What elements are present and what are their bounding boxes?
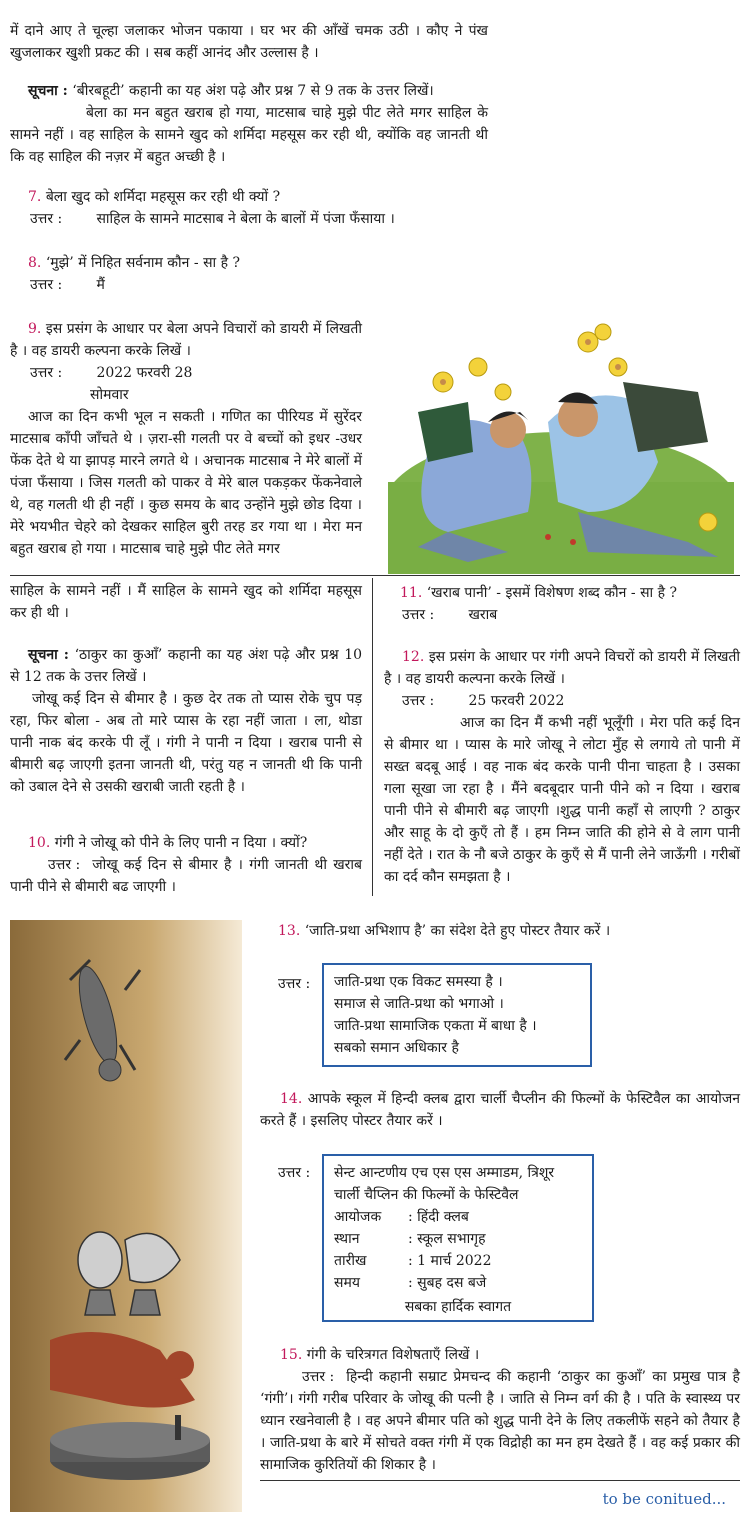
question-7 [28, 186, 488, 230]
poster-line: समाज से जाति-प्रथा को भगाओ । [334, 996, 504, 1012]
diary-continuation: साहिल के सामने नहीं । मैं साहिल के सामने खुद को शर्मिदा महसूस कर ही थी । [10, 583, 362, 621]
diary-text: आज का दिन मैं कभी नहीं भूलूँगी । मेरा पति कई दिन से बीमार था । प्यास के मारे जोखू ने लोटा मुँह से लगाये तो पानी में सख्त बदबू आई । वह नाक बंद करके पानी पीना चाहता है । उसका गला सूखा जा रहा है । मैंने बदबूदार पानी पीने को न दिया । खराब पानी पीने से बीमारी बढ़ जाएगी ।शुद्ध पानी कहाँ से लाएगी ? ठाकुर और साहू के दो कुएँ तो हैं । हम निम्न जाति की होने से वे लाग पानी नहीं देते । रात के नौ बजे ठाकुर के कुएँ से मैं पानी लेने जाऊँगी । गरीबों का दर्द कौन समझता है । [384, 715, 740, 885]
question-10 [10, 832, 362, 898]
note-2 [10, 644, 362, 798]
note-1 [10, 80, 488, 168]
row-key: स्थान [334, 1231, 360, 1247]
question-15 [260, 1344, 740, 1476]
well-illustration [10, 920, 242, 1512]
poster-subtitle: चार्ली चैप्लिन की फिल्मों के फेस्टिवैल [334, 1187, 519, 1203]
question-14 [260, 1088, 740, 1132]
question-text: इस प्रसंग के आधार पर बेला अपने विचारों को डायरी में लिखती है । वह डायरी कल्पना करके लिखें । [10, 321, 362, 359]
poster-13 [322, 963, 592, 1067]
row-key: समय [334, 1275, 360, 1291]
answer-label: उत्तर : [302, 1369, 335, 1385]
question-number: 12. [402, 649, 425, 665]
row-value: : सुबह दस बजे [408, 1275, 487, 1291]
poster-welcome: सबका हार्दिक स्वागत [404, 1299, 512, 1315]
poster-line: सबको समान अधिकार है [334, 1040, 459, 1056]
poster-row [334, 1206, 582, 1228]
continuation-note: to be conitued... [602, 1490, 726, 1508]
question-number: 7. [28, 189, 42, 205]
question-text: ‘खराब पानी’ - इसमें विशेषण शब्द कौन - सा है ? [426, 585, 678, 601]
divider [10, 575, 740, 576]
question-number: 13. [278, 923, 301, 939]
question-13 [278, 920, 740, 942]
note-label: सूचना : [28, 83, 68, 99]
question-text: इस प्रसंग के आधार पर गंगी अपने विचरों को डायरी में लिखती है । वह डायरी कल्पना करके लिखें । [384, 649, 741, 687]
question-text: आपके स्कूल में हिन्दी क्लब द्वारा चार्ली चैप्लीन की फिल्मों के फेस्टिवैल का आयोजन करते हैं । इसलिए पोस्टर तैयार करें । [260, 1091, 740, 1129]
question-text: ‘मुझे’ में निहित सर्वनाम कौन - सा है ? [45, 255, 241, 271]
poster-row [334, 1272, 582, 1294]
divider [260, 1480, 740, 1481]
answer-label: उत्तर : [30, 211, 63, 227]
question-text: गंगी के चरित्रगत विशेषताएँ लिखें । [306, 1347, 480, 1363]
answer-label: उत्तर : [402, 607, 435, 623]
answer-label: उत्तर : [278, 1165, 311, 1181]
poster-title: सेन्ट आन्टणीय एच एस एस अम्माडम, त्रिशूर [334, 1165, 555, 1181]
question-11 [400, 582, 740, 626]
row-value: : 1 मार्च 2022 [408, 1253, 492, 1269]
note-passage: जोखू कई दिन से बीमार है । कुछ देर तक तो प्यास रोके चुप पड़ रहा, फिर बोला - अब तो मारे प्यास के रहा नहीं जाता । ला, थोडा पानी नाक बंद करके पी लूँ । गंगी ने पानी न दिया । खराब पानी से बीमारी बढ़ जाएगी इतना जानती थी, परंतु यह न जानती थी कि पानी को उबाल देने से उसकी खराबी जाती रहती है । [10, 691, 362, 795]
answer-text: हिन्दी कहानी सम्राट प्रेमचन्द की कहानी ‘ठाकुर का कुआँ’ का प्रमुख पात्र है ‘गंगी’। गंगी गरीब परिवार के जोखू की पत्नी है । जाति से निम्न वर्ग की है । पति के स्वास्थ्य पर ध्यान रखनेवाली है । वह अपने बीमार पति को शुद्ध पानी देने के लिए तकलीफें सहने को तैयार है । जाति-प्रथा के बारे में सोचते वक्त गंगी में एक विद्रोही का मन हम देखते हैं । वह कई प्रकार की सामाजिक कुरितियों की शिकार है । [260, 1369, 740, 1473]
column-divider [372, 578, 373, 896]
diary-date: 2022 फरवरी 28 [96, 365, 193, 381]
question-number: 8. [28, 255, 42, 271]
row-value: : हिंदी क्लब [408, 1209, 469, 1225]
answer-label: उत्तर : [30, 277, 63, 293]
row-key: तारीख [334, 1253, 367, 1269]
note-passage: बेला का मन बहुत खराब हो गया, माटसाब चाहे मुझे पीट लेते मगर साहिल के सामने नहीं । वह साहिल के सामने खुद को शर्मिदा महसूस कर रही थी, क्योंकि वह जानती थी कि वह साहिल की नज़र में बहुत अच्छी है । [10, 105, 488, 165]
question-text: गंगी ने जोखू को पीने के लिए पानी न दिया । क्यों? [54, 835, 308, 851]
row-value: : स्कूल सभागृह [408, 1231, 486, 1247]
question-number: 14. [280, 1091, 303, 1107]
answer-text: साहिल के सामने माटसाब ने बेला के बालों में पंजा फँसाया । [96, 211, 395, 227]
row-key: आयोजक [334, 1209, 382, 1225]
question-number: 9. [28, 321, 42, 337]
answer-label: उत्तर : [48, 857, 81, 873]
question-number: 10. [28, 835, 51, 851]
question-8 [28, 252, 488, 296]
diary-text: आज का दिन कभी भूल न सकती । गणित का पीरियड में सुरेंदर माटसाब काँपी जाँचते थे । ज़रा-सी गलती पर वे बच्चों को इधर -उधर फेंक देते थे या झापड़ मारने लगते थे । अचानक माटसाब ने मेरे बालों में पंजा फँसाया । जिस गलती को पाकर वे मेरे बाल पकड़कर फेंकनेवाले थे, वह गलती थी ही नहीं । कुछ समय के बाद उन्होंने मुझे छोड दिया । मेरे भयभीत चेहरे को देखकर साहिल बुरी तरह डर गया था । मेरा मन बहुत खराब हो गया । माटसाब चाहे मुझे पीट लेते मगर [10, 409, 362, 557]
note-label: सूचना : [28, 647, 69, 663]
question-text: बेला खुद को शर्मिदा महसूस कर रही थी क्यों ? [45, 189, 281, 205]
question-9 [10, 318, 362, 560]
answer-label: उत्तर : [278, 976, 311, 992]
children-illustration [388, 312, 734, 574]
poster-14 [322, 1154, 594, 1322]
answer-text: मैं [96, 277, 105, 293]
answer-label: उत्तर : [402, 693, 435, 709]
answer-text: जोखू कई दिन से बीमार है । गंगी जानती थी खराब पानी पीने से बीमारी बढ जाएगी । [10, 857, 362, 895]
answer-label: उत्तर : [30, 365, 63, 381]
note-text: ‘ठाकुर का कुआँ’ कहानी का यह अंश पढ़े और प्रश्न 10 से 12 तक के उत्तर लिखें । [10, 647, 363, 685]
diary-date: 25 फरवरी 2022 [468, 693, 565, 709]
intro-paragraph: में दाने आए ते चूल्हा जलाकर भोजन पकाया । घर भर की आँखें चमक उठी । कौए ने पंख खुजलाकर खुशी प्रकट की । सब कहीं आनंद और उल्लास है । [10, 23, 488, 61]
question-number: 15. [280, 1347, 303, 1363]
poster-row [334, 1228, 582, 1250]
poster-line: जाति-प्रथा एक विकट समस्या है । [334, 974, 503, 990]
poster-row [334, 1250, 582, 1272]
diary-day: सोमवार [90, 387, 129, 403]
question-12 [384, 646, 740, 888]
answer-text: खराब [468, 607, 498, 623]
question-number: 11. [400, 585, 423, 601]
note-text: ‘बीरबहूटी’ कहानी का यह अंश पढ़े और प्रश्न 7 से 9 तक के उत्तर लिखें। [72, 83, 434, 99]
poster-line: जाति-प्रथा सामाजिक एकता में बाधा है । [334, 1018, 537, 1034]
question-text: ‘जाति-प्रथा अभिशाप है’ का संदेश देते हुए पोस्टर तैयार करें । [304, 923, 611, 939]
